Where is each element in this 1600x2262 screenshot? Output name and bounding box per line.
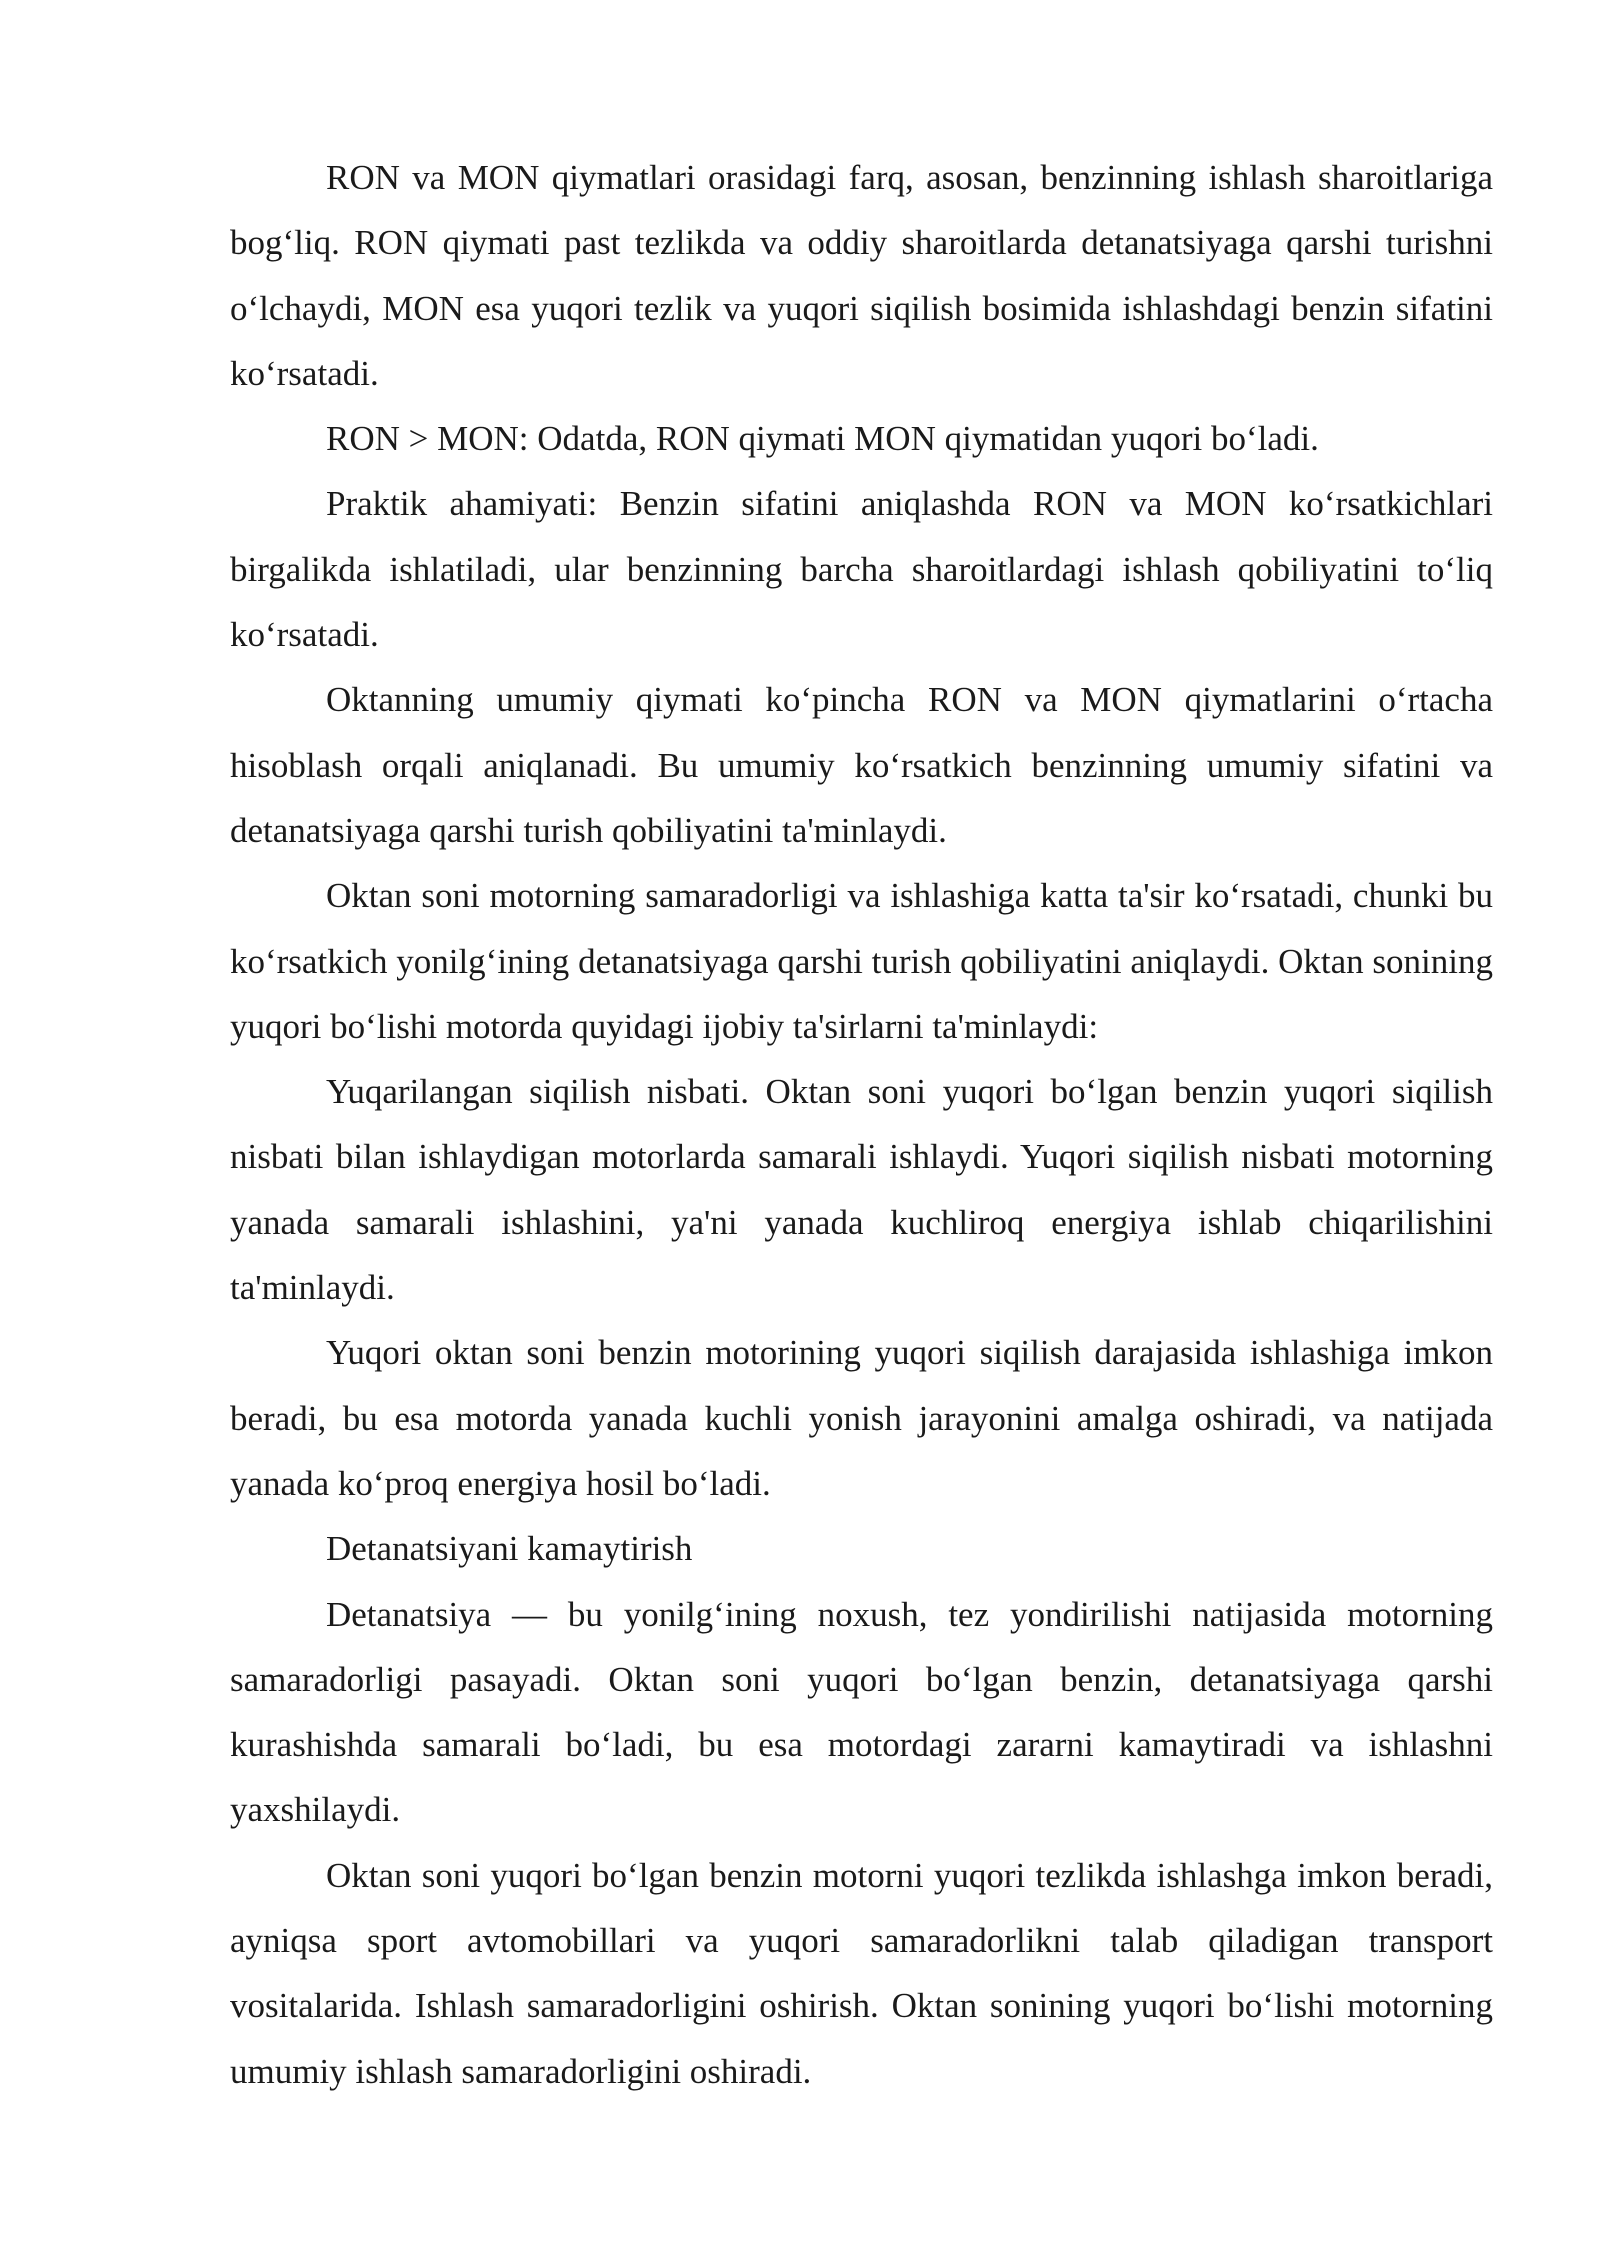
paragraph-heading-detonation: Detanatsiyani kamaytirish [326,1529,693,1569]
paragraph-overall-octane: Oktanning umumiy qiymati ko‘pincha RON va MON qiymatlarini o‘rtacha hisoblash orqali aniqlanadi. Bu umumiy ko‘rsatkich benzinning umumiy sifatini va detanatsiyaga qarshi turish qobiliyatini ta'minlaydi. [230,680,1493,850]
document-body [230,145,1493,2104]
paragraph-detonation: Detanatsiya — bu yonilg‘ining noxush, tez yondirilishi natijasida motorning samaradorligi pasayadi. Oktan soni yuqori bo‘lgan benzin, detanatsiyaga qarshi kurashishda samarali bo‘ladi, bu esa motordagi zararni kamaytiradi va ishlashni yaxshilaydi. [230,1594,1493,1830]
paragraph-ron-greater-mon: RON > MON: Odatda, RON qiymati MON qiymatidan yuqori bo‘ladi. [326,419,1319,459]
paragraph-practical-importance: Praktik ahamiyati: Benzin sifatini aniqlashda RON va MON ko‘rsatkichlari birgalikda ishlatiladi, ular benzinning barcha sharoitlardagi ishlash qobiliyatini to‘liq ko‘rsatadi. [230,484,1493,655]
paragraph-octane-effect: Oktan soni motorning samaradorligi va ishlashiga katta ta'sir ko‘rsatadi, chunki bu ko‘rsatkich yonilg‘ining detanatsiyaga qarshi turish qobiliyatini aniqlaydi. Oktan sonining yuqori bo‘lishi motorda quyidagi ijobiy ta'sirlarni ta'minlaydi: [230,876,1493,1046]
paragraph-ron-mon-difference: RON va MON qiymatlari orasidagi farq, asosan, benzinning ishlash sharoitlariga bog‘liq. RON qiymati past tezlikda va oddiy sharoitlarda detanatsiyaga qarshi turishni o‘lchaydi, MON esa yuqori tezlik va yuqori siqilish bosimida ishlashdagi benzin sifatini ko‘rsatadi. [230,158,1493,393]
paragraph-high-octane: Yuqori oktan soni benzin motorining yuqori siqilish darajasida ishlashiga imkon beradi, bu esa motorda yanada kuchli yonish jarayonini amalga oshiradi, va natijada yanada ko‘proq energiya hosil bo‘ladi. [230,1333,1493,1503]
paragraph-high-speed: Oktan soni yuqori bo‘lgan benzin motorni yuqori tezlikda ishlashga imkon beradi, ayniqsa sport avtomobillari va yuqori samaradorlikni talab qiladigan transport vositalarida. Ishlash samaradorligini oshirish. Oktan sonining yuqori bo‘lishi motorning umumiy ishlash samaradorligini oshiradi. [230,1855,1493,2091]
paragraph-compression-ratio: Yuqarilangan siqilish nisbati. Oktan soni yuqori bo‘lgan benzin yuqori siqilish nisbati bilan ishlaydigan motorlarda samarali ishlaydi. Yuqori siqilish nisbati motorning yanada samarali ishlashini, ya'ni yanada kuchliroq energiya ishlab chiqarilishini ta'minlaydi. [230,1072,1493,1308]
